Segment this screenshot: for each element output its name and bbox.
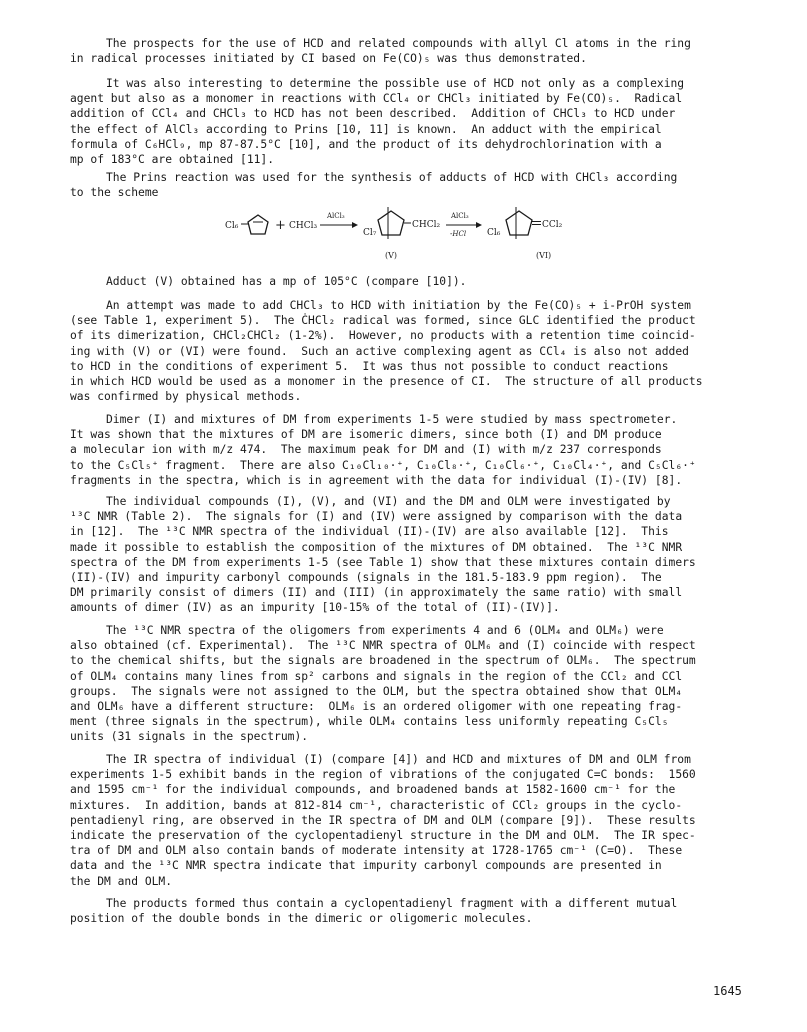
text-line: to the scheme [70, 186, 159, 200]
text-line: also obtained (cf. Experimental). The ¹³C NMR spectra of OLM₆ and (I) coincide with respect [70, 639, 696, 653]
text-line: An attempt was made to add CHCl₃ to HCD with initiation by the Fe(CO)₅ + i-PrOH system [106, 299, 691, 312]
text-line: was confirmed by physical methods. [70, 390, 302, 404]
text-line: fragments in the spectra, which is in agreement with the data for individual (I)-(IV) [8]. [70, 473, 683, 487]
arrow-1-label: AlCl₃ [327, 212, 345, 220]
text-line: mixtures. In addition, bands at 812-814 cm⁻¹, characteristic of CCl₂ groups in the cyclo- [70, 798, 683, 812]
text-line: The ¹³C NMR spectra of the oligomers from experiments 4 and 6 (OLM₄ and OLM₆) were [106, 624, 664, 637]
reactant-ring [248, 215, 268, 234]
text-line: The individual compounds (I), (V), and (VI) and the DM and OLM were investigated by [106, 495, 671, 508]
product-1-right-label: CHCl₂ [412, 220, 441, 230]
text-line: addition of CCl₄ and CHCl₃ to HCD has not been described. Addition of CHCl₃ to HCD under [70, 107, 676, 121]
paragraph-1 [70, 36, 750, 66]
text-line: agent but also as a monomer in reactions with CCl₄ or CHCl₃ initiated by Fe(CO)₅. Radical [70, 92, 683, 106]
page-number: 1645 [713, 984, 742, 998]
paragraph-9 [70, 752, 750, 889]
arrow-2-bottom-label: -HCl [450, 230, 467, 238]
text-line: made it possible to establish the composition of the mixtures of DM obtained. The ¹³C NMR [70, 540, 683, 554]
paragraph-4 [70, 274, 750, 289]
text-line: in which HCD would be used as a monomer in the presence of CI. The structure of all products [70, 375, 703, 389]
paragraph-3 [70, 170, 750, 200]
text-line: units (31 signals in the spectrum). [70, 730, 309, 744]
paragraph-7 [70, 494, 750, 616]
text-line: of OLM₄ contains many lines from sp² carbons and signals in the region of the CCl₂ and CCl [70, 669, 683, 683]
arrow-1-head [352, 222, 358, 228]
product-2-left-label: Cl₆ [487, 228, 501, 238]
text-line: data and the ¹³C NMR spectra indicate that impurity carbonyl compounds are presented in [70, 859, 662, 873]
text-line: indicate the preservation of the cyclopentadienyl structure in the DM and OLM. The IR spec- [70, 829, 696, 843]
text-line: Dimer (I) and mixtures of DM from experiments 1-5 were studied by mass spectrometer. [106, 413, 678, 426]
paragraph-2 [70, 76, 750, 167]
text-line: to HCD in the conditions of experiment 5. It was thus not possible to conduct reactions [70, 359, 669, 373]
paragraph-6 [70, 412, 750, 488]
paragraph-10 [70, 896, 750, 926]
reagent-label: CHCl₃ [289, 221, 318, 231]
product-1-left-label: Cl₇ [363, 228, 377, 238]
text-line: It was shown that the mixtures of DM are isomeric dimers, since both (I) and DM produce [70, 428, 662, 442]
plus-sign: + [275, 218, 286, 233]
text-line: ing with (V) or (VI) were found. Such an active complexing agent as CCl₄ is also not added [70, 344, 689, 358]
text-line: pentadienyl ring, are observed in the IR spectra of DM and OLM (compare [9]). These results [70, 813, 696, 827]
paragraph-5 [70, 298, 750, 404]
reaction-scheme [225, 203, 625, 263]
text-line: amounts of dimer (IV) as an impurity [10-15% of the total of (II)-(IV)]. [70, 601, 560, 615]
text-line: The products formed thus contain a cyclopentadienyl fragment with a different mutual [106, 897, 678, 910]
text-line: The IR spectra of individual (I) (compare [4]) and HCD and mixtures of DM and OLM from [106, 753, 691, 766]
text-line: ¹³C NMR (Table 2). The signals for (I) and (IV) were assigned by comparison with the data [70, 510, 683, 524]
reactant-label: Cl₆ [225, 221, 239, 231]
text-line: The prospects for the use of HCD and related compounds with allyl Cl atoms in the ring [106, 37, 691, 50]
text-line: position of the double bonds in the dimeric or oligomeric molecules. [70, 912, 533, 926]
product-2-right-label: CCl₂ [542, 220, 563, 230]
text-line: The Prins reaction was used for the synthesis of adducts of HCD with CHCl₃ according [106, 171, 678, 184]
paragraph-8 [70, 623, 750, 745]
text-line: spectra of the DM from experiments 1-5 (see Table 1) show that these mixtures contain dimers [70, 555, 696, 569]
text-line: the DM and OLM. [70, 874, 173, 888]
text-line: and OLM₆ have a different structure: OLM₆ is an ordered oligomer with one repeating frag- [70, 700, 683, 714]
text-line: of its dimerization, CHCl₂CHCl₂ (1-2%). However, no products with a retention time coincid- [70, 329, 696, 343]
text-line: in radical processes initiated by CI based on Fe(CO)₅ was thus demonstrated. [70, 52, 587, 66]
text-line: formula of C₆HCl₉, mp 87-87.5°C [10], and the product of its dehydrochlorination with a [70, 137, 662, 151]
text-line: groups. The signals were not assigned to the OLM, but the spectra obtained show that OLM₄ [70, 684, 683, 698]
text-line: ment (three signals in the spectrum), while OLM₄ contains less uniformly repeating C₅Cl₅ [70, 715, 669, 729]
text-line: to the chemical shifts, but the signals are broadened in the spectrum of OLM₆. The spectrum [70, 654, 696, 668]
text-line: in [12]. The ¹³C NMR spectra of the individual (II)-(IV) are also available [12]. This [70, 525, 669, 539]
text-line: DM primarily consist of dimers (II) and (III) (in approximately the same ratio) with small [70, 586, 683, 600]
arrow-2-top-label: AlCl₃ [451, 212, 469, 220]
text-line: (II)-(IV) and impurity carbonyl compounds (signals in the 181.5-183.9 ppm region). The [70, 571, 662, 585]
text-line: mp of 183°C are obtained [11]. [70, 153, 275, 167]
product-1-ring [378, 211, 404, 235]
text-line: and 1595 cm⁻¹ for the individual compounds, and broadened bands at 1582-1600 cm⁻¹ for the [70, 783, 676, 797]
text-line: Adduct (V) obtained has a mp of 105°C (compare [10]). [106, 275, 467, 288]
text-line: tra of DM and OLM also contain bands of moderate intensity at 1728-1765 cm⁻¹ (C=O). These [70, 844, 683, 858]
text-line: experiments 1-5 exhibit bands in the region of vibrations of the conjugated C=C bonds: 1560 [70, 768, 696, 782]
product-2-ring [506, 211, 532, 235]
product-1-tag: (V) [385, 251, 398, 260]
text-line: to the C₅Cl₅⁺ fragment. There are also C₁₀Cl₁₀·⁺, C₁₀Cl₈·⁺, C₁₀Cl₆·⁺, C₁₀Cl₄·⁺, and C₅Cl₆·⁺ [70, 458, 696, 472]
arrow-2-head [476, 222, 482, 228]
text-line: the effect of AlCl₃ according to Prins [10, 11] is known. An adduct with the empirical [70, 122, 662, 136]
text-line: a molecular ion with m/z 474. The maximum peak for DM and (I) with m/z 237 corresponds [70, 443, 662, 457]
text-line: (see Table 1, experiment 5). The ĊHCl₂ radical was formed, since GLC identified the product [70, 314, 696, 328]
text-line: It was also interesting to determine the possible use of HCD not only as a complexing [106, 77, 685, 90]
product-2-tag: (VI) [536, 251, 552, 260]
